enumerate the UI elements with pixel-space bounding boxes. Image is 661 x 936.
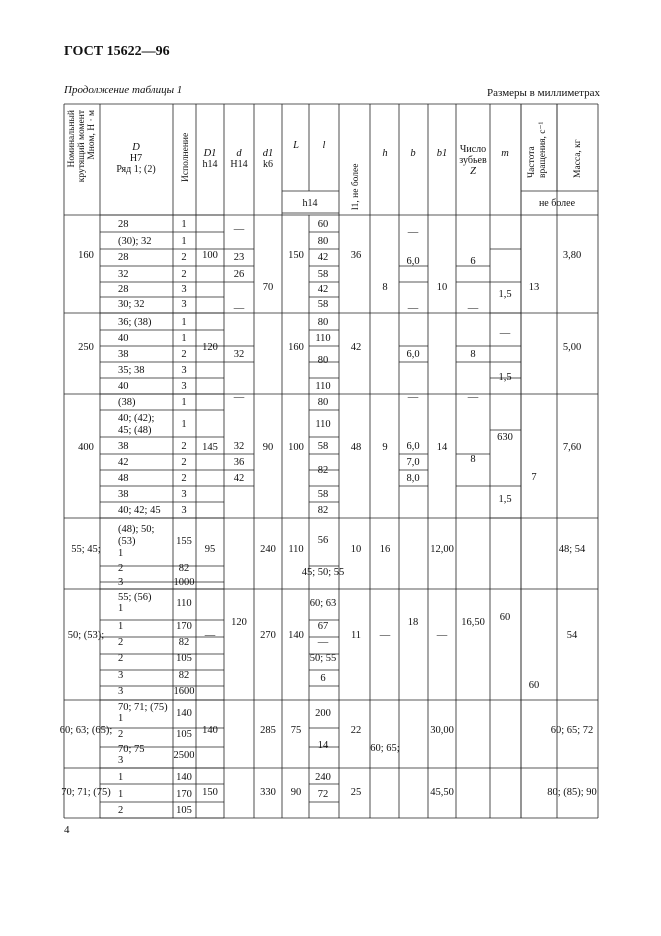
table-cell: 2 xyxy=(118,637,124,648)
table-cell: 82 xyxy=(178,563,190,574)
table-cell: 3 xyxy=(118,755,124,766)
table-cell: 95 xyxy=(204,544,216,555)
table-cell: — xyxy=(407,392,419,403)
table-cell: 160 xyxy=(78,250,94,261)
table-cell: 1 xyxy=(181,317,187,328)
table-continuation-caption: Продолжение таблицы 1 xyxy=(64,84,183,96)
table-cell: 2 xyxy=(181,349,187,360)
table-cell: 75 xyxy=(290,725,302,736)
table-cell: 170 xyxy=(176,621,192,632)
table-cell: 110 xyxy=(176,598,192,609)
header-h: h xyxy=(382,148,388,159)
table-cell: 90 xyxy=(262,442,274,453)
table-cell: 2 xyxy=(181,441,187,452)
table-cell: 170 xyxy=(176,789,192,800)
table-cell: 70; 71; (75) xyxy=(118,702,168,713)
table-cell: 82 xyxy=(317,465,329,476)
table-cell: 1 xyxy=(118,713,124,724)
table-cell: 42 xyxy=(118,457,129,468)
table-cell: 120 xyxy=(231,617,247,628)
table-cell: 58 xyxy=(317,441,329,452)
table-cell: 32 xyxy=(233,441,245,452)
table-cell: 6,0 xyxy=(406,349,420,360)
table-cell: 1 xyxy=(118,621,124,632)
table-cell: — xyxy=(233,392,245,403)
table-cell: 40; 42; 45 xyxy=(118,505,161,516)
table-cell: 28 xyxy=(118,284,129,295)
table-cell: 8 xyxy=(470,349,476,360)
table-cell: 3 xyxy=(118,686,124,697)
table-cell: 100 xyxy=(288,442,304,453)
table-cell: 48 xyxy=(350,442,362,453)
table-cell: 42 xyxy=(350,342,362,353)
table-cell: 9 xyxy=(382,442,388,453)
table-cell: (30); 32 xyxy=(118,236,152,247)
table-cell: 7,60 xyxy=(562,442,582,453)
table-cell: 240 xyxy=(315,772,331,783)
table-cell: 82 xyxy=(178,637,190,648)
table-cell: 285 xyxy=(260,725,276,736)
table-cell: 2500 xyxy=(173,750,195,761)
table-cell: 60 xyxy=(317,219,329,230)
header-L: L xyxy=(293,140,299,151)
table-cell: 110 xyxy=(315,381,331,392)
table-cell: 60; 65; xyxy=(370,743,400,754)
table-cell: 10 xyxy=(350,544,362,555)
table-cell: 240 xyxy=(260,544,276,555)
table-cell: 2 xyxy=(181,252,187,263)
document-title: ГОСТ 15622—96 xyxy=(64,44,170,59)
table-cell: 28 xyxy=(118,219,129,230)
table-cell: 200 xyxy=(315,708,331,719)
table-cell: 150 xyxy=(288,250,304,261)
table-cell: 1 xyxy=(118,603,124,614)
header-torque: Номинальный xyxy=(67,110,77,168)
header-Z: зубьев xyxy=(459,155,487,166)
table-cell: 6 xyxy=(470,256,476,267)
table-cell: 40 xyxy=(118,333,129,344)
table-cell: 48 xyxy=(118,473,129,484)
page-number: 4 xyxy=(64,824,70,836)
table-cell: — xyxy=(467,303,479,314)
table-cell: 55; (56) xyxy=(118,592,152,603)
table-cell: 11 xyxy=(350,630,362,641)
table-cell: — xyxy=(317,637,329,648)
table-cell: 70 xyxy=(262,282,274,293)
table-cell: 8 xyxy=(382,282,388,293)
table-cell: 105 xyxy=(176,729,192,740)
table-cell: 250 xyxy=(78,342,94,353)
table-cell: 38 xyxy=(118,489,129,500)
header-D: H7 xyxy=(129,153,143,164)
table-cell: 1 xyxy=(181,236,187,247)
table-cell: 18 xyxy=(407,617,419,628)
table-cell: 80 xyxy=(317,397,329,408)
table-cell: 110 xyxy=(315,333,331,344)
table-cell: 38 xyxy=(118,441,129,452)
header-Z: Число xyxy=(459,144,487,155)
table-cell: 32 xyxy=(233,349,245,360)
table-cell: 25 xyxy=(350,787,362,798)
table-cell: 60 xyxy=(528,680,540,691)
table-cell: 45; 50; 55 xyxy=(301,567,345,578)
header-D: Ряд 1; (2) xyxy=(116,164,156,175)
table-cell: 36 xyxy=(233,457,245,468)
table-cell: 120 xyxy=(202,342,218,353)
table-cell: 50; 55 xyxy=(309,653,337,664)
table-cell: 2 xyxy=(118,729,124,740)
table-cell: 1 xyxy=(181,419,187,430)
table-cell: 38 xyxy=(118,349,129,360)
table-cell: 1,5 xyxy=(498,494,512,505)
table-cell: 42 xyxy=(233,473,245,484)
table-cell: 90 xyxy=(290,787,302,798)
table-cell: 1,5 xyxy=(498,372,512,383)
table-cell: 270 xyxy=(260,630,276,641)
table-cell: 80 xyxy=(317,355,329,366)
table-cell: 150 xyxy=(202,787,218,798)
table-cell: — xyxy=(499,328,511,339)
header-l: l xyxy=(322,140,326,151)
table-cell: 60; 65; 72 xyxy=(550,725,594,736)
table-cell: 80 xyxy=(317,317,329,328)
table-cell: 105 xyxy=(176,653,192,664)
table-cell: 8,0 xyxy=(406,473,420,484)
header-d1: d1 xyxy=(262,148,274,159)
table-cell: 1 xyxy=(118,772,124,783)
table-cell: 82 xyxy=(317,505,329,516)
table-cell: 60; 63; (65); xyxy=(59,725,113,736)
table-cell: 60 xyxy=(499,612,511,623)
header-freq: Частота xyxy=(527,146,537,178)
table-cell: 330 xyxy=(260,787,276,798)
header-freq: вращения, с⁻¹ xyxy=(538,121,548,178)
table-cell: 3 xyxy=(181,489,187,500)
table-cell: 2 xyxy=(118,805,124,816)
table-cell: 3 xyxy=(181,284,187,295)
table-cell: 3,80 xyxy=(562,250,582,261)
table-cell: 145 xyxy=(202,442,218,453)
table-cell: 23 xyxy=(233,252,245,263)
table-cell: 16,50 xyxy=(461,617,485,628)
table-cell: 400 xyxy=(78,442,94,453)
table-cell: 105 xyxy=(176,805,192,816)
header-torque: Мном, Н · м xyxy=(87,110,97,160)
table-cell: 36 xyxy=(350,250,362,261)
table-cell: 42 xyxy=(317,284,329,295)
table-cell: 16 xyxy=(379,544,391,555)
table-cell: (53) xyxy=(118,536,136,547)
table-cell: 82 xyxy=(178,670,190,681)
table-cell: 55; 45; xyxy=(71,544,101,555)
table-cell: 30; 32 xyxy=(118,299,145,310)
table-cell: 40 xyxy=(118,381,129,392)
table-cell: 3 xyxy=(181,299,187,310)
table-cell: 36; (38) xyxy=(118,317,152,328)
header-D1: h14 xyxy=(202,159,218,170)
table-cell: 48; 54 xyxy=(558,544,586,555)
table-cell: 45; (48) xyxy=(118,425,152,436)
header-execution: Исполнение xyxy=(181,132,191,182)
table-cell: 6 xyxy=(320,673,326,684)
table-cell: 42 xyxy=(317,252,329,263)
header-not-more: не более xyxy=(538,198,576,209)
table-cell: (48); 50; xyxy=(118,524,155,535)
table-cell: 50; (53); xyxy=(67,630,105,641)
header-d: H14 xyxy=(230,159,248,170)
table-cell: 5,00 xyxy=(562,342,582,353)
table-cell: 22 xyxy=(350,725,362,736)
table-cell: 1 xyxy=(118,789,124,800)
table-cell: 1 xyxy=(181,219,187,230)
header-D: D xyxy=(132,142,140,153)
table-cell: 58 xyxy=(317,269,329,280)
table-cell: 45,50 xyxy=(430,787,454,798)
table-cell: 110 xyxy=(315,419,331,430)
table-cell: 100 xyxy=(202,250,218,261)
header-b: b xyxy=(410,148,416,159)
header-mass: Масса, кг xyxy=(573,139,583,178)
table-cell: 1600 xyxy=(173,686,195,697)
table-cell: — xyxy=(467,392,479,403)
table-cell: 72 xyxy=(317,789,329,800)
header-m: m xyxy=(501,148,509,159)
table-cell: 8 xyxy=(470,454,476,465)
table-cell: 60; 63 xyxy=(309,598,337,609)
table-cell: 140 xyxy=(288,630,304,641)
header-h14: h14 xyxy=(302,198,318,209)
table-cell: 26 xyxy=(233,269,245,280)
table-cell: 2 xyxy=(181,473,187,484)
table-cell: 28 xyxy=(118,252,129,263)
table-cell: — xyxy=(233,224,245,235)
table-cell: 13 xyxy=(528,282,540,293)
table-cell: — xyxy=(204,630,216,641)
table-cell: 7,0 xyxy=(406,457,420,468)
table-cell: 110 xyxy=(288,544,304,555)
table-cell: 3 xyxy=(181,365,187,376)
table-cell: 2 xyxy=(118,653,124,664)
table-cell: 1,5 xyxy=(498,289,512,300)
table-cell: 140 xyxy=(176,772,192,783)
table-cell: 2 xyxy=(181,269,187,280)
table-cell: 1000 xyxy=(173,577,195,588)
table-cell: 10 xyxy=(436,282,448,293)
table-cell: 1 xyxy=(181,397,187,408)
table-cell: 2 xyxy=(181,457,187,468)
table-cell: 80; (85); 90 xyxy=(547,787,597,798)
table-cell: 40; (42); xyxy=(118,413,155,424)
header-b1: b1 xyxy=(436,148,448,159)
header-Z: Z xyxy=(470,166,476,177)
table-cell: 2 xyxy=(118,563,124,574)
table-cell: 58 xyxy=(317,299,329,310)
header-D1: D1 xyxy=(203,148,217,159)
table-cell: 3 xyxy=(118,670,124,681)
table-cell: 32 xyxy=(118,269,129,280)
units-note: Размеры в миллиметрах xyxy=(487,87,600,99)
table-cell: 3 xyxy=(181,505,187,516)
table-cell: — xyxy=(436,630,448,641)
table-cell: 6,0 xyxy=(406,256,420,267)
table-cell: 1 xyxy=(181,333,187,344)
table-cell: 3 xyxy=(118,577,124,588)
table-cell: — xyxy=(379,630,391,641)
table-cell: 14 xyxy=(317,740,329,751)
table-cell: 140 xyxy=(202,725,218,736)
table-cell: 54 xyxy=(566,630,578,641)
table-cell: — xyxy=(233,303,245,314)
table-cell: 1 xyxy=(118,548,124,559)
table-cell: 70; 75 xyxy=(118,744,145,755)
table-cell: (38) xyxy=(118,397,136,408)
header-d: d xyxy=(236,148,242,159)
table-cell: 80 xyxy=(317,236,329,247)
table-cell: 6,0 xyxy=(406,441,420,452)
table-cell: 3 xyxy=(181,381,187,392)
table-cell: 160 xyxy=(288,342,304,353)
table-cell: 30,00 xyxy=(430,725,454,736)
table-cell: 12,00 xyxy=(430,544,454,555)
table-cell: 58 xyxy=(317,489,329,500)
table-cell: 35; 38 xyxy=(118,365,145,376)
table-cell: 67 xyxy=(317,621,329,632)
header-torque: крутящий момент xyxy=(77,110,87,183)
table-cell: 155 xyxy=(176,536,192,547)
header-l1: l1, не более xyxy=(351,163,361,210)
table-cell: — xyxy=(407,227,419,238)
table-cell: 140 xyxy=(176,708,192,719)
table-cell: 70; 71; (75) xyxy=(61,787,111,798)
header-d1: k6 xyxy=(263,159,273,170)
table-cell: 630 xyxy=(497,432,513,443)
table-cell: 14 xyxy=(436,442,448,453)
table-cell: — xyxy=(407,303,419,314)
table-cell: 7 xyxy=(531,472,537,483)
table-cell: 56 xyxy=(317,535,329,546)
